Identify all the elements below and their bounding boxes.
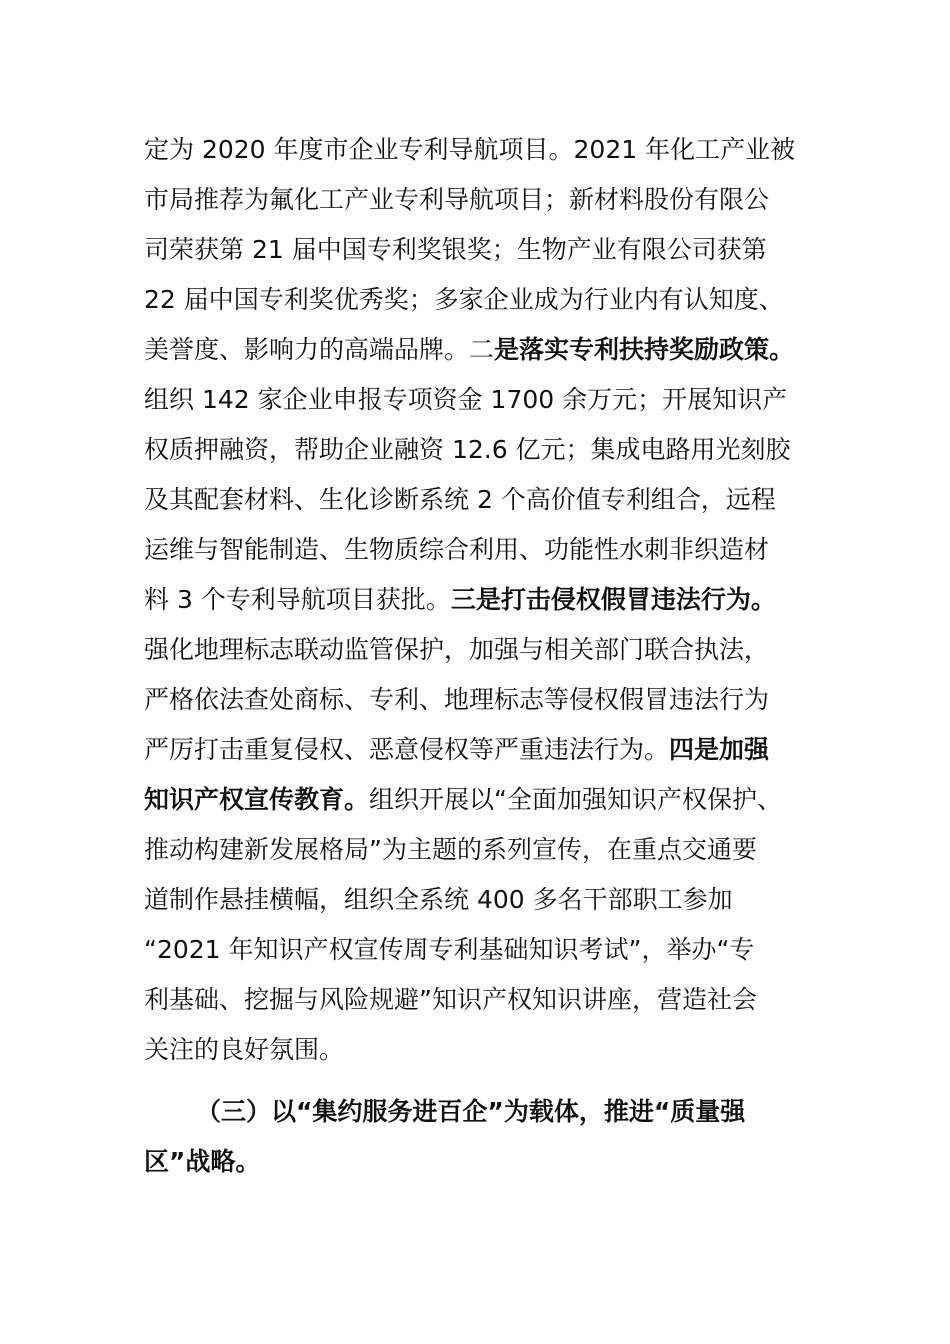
text-run: 组织 142 家企业申报专项资金 1700 余万元；开展知识产 (144, 385, 788, 414)
text-run: 推动构建新发展格局”为主题的系列宣传，在重点交通要 (144, 835, 757, 864)
text-line (144, 578, 814, 622)
text-line (144, 928, 814, 972)
text-line (144, 828, 814, 872)
text-run: 组织开展以“全面加强知识产权保护、 (369, 785, 782, 814)
text-line (144, 178, 814, 222)
bold-text-run: （三）以“集约服务进百企”为载体，推进“质量强 (196, 1097, 746, 1126)
text-line (144, 628, 814, 672)
text-line (144, 678, 814, 722)
bold-text-run: 知识产权宣传教育。 (144, 785, 370, 814)
bold-text-run: 区”战略。 (144, 1147, 261, 1176)
text-line (144, 1028, 814, 1072)
text-run: 严厉打击重复侵权、恶意侵权等严重违法行为。 (144, 735, 670, 764)
bold-text-run: 三是打击侵权假冒违法行为。 (450, 585, 776, 614)
heading-line (144, 1140, 814, 1184)
text-run: 及其配套材料、生化诊断系统 2 个高价值专利组合，远程 (144, 485, 776, 514)
text-line (144, 328, 814, 372)
text-run: 严格依法查处商标、专利、地理标志等侵权假冒违法行为 (144, 685, 770, 714)
bold-text-run: 四是加强 (669, 735, 770, 764)
text-run: 关注的良好氛围。 (144, 1035, 345, 1064)
text-line (144, 528, 814, 572)
text-line (144, 978, 814, 1022)
text-run: 料 3 个专利导航项目获批。 (144, 585, 451, 614)
text-run: “2021 年知识产权宣传周专利基础知识考试”，举办“专 (144, 935, 755, 964)
text-run: 市局推荐为氟化工产业专利导航项目；新材料股份有限公 (144, 185, 770, 214)
text-line (144, 728, 814, 772)
text-run: 司荣获第 21 届中国专利奖银奖；生物产业有限公司获第 (144, 235, 767, 264)
text-run: 强化地理标志联动监管保护，加强与相关部门联合执法， (144, 635, 770, 664)
text-line (144, 128, 814, 172)
text-run: 利基础、挖掘与风险规避”知识产权知识讲座，营造社会 (144, 985, 757, 1014)
text-run: 22 届中国专利奖优秀奖；多家企业成为行业内有认知度、 (144, 285, 784, 314)
text-line (144, 378, 814, 422)
text-line (144, 278, 814, 322)
text-run: 定为 2020 年度市企业专利导航项目。2021 年化工产业被 (144, 135, 796, 164)
text-run: 美誉度、影响力的高端品牌。二 (144, 335, 495, 364)
text-line (144, 778, 814, 822)
bold-text-run: 是落实专利扶持奖励政策。 (494, 335, 795, 364)
text-run: 运维与智能制造、生物质综合利用、功能性水刺非织造材 (144, 535, 770, 564)
text-line (144, 878, 814, 922)
text-run: 权质押融资，帮助企业融资 12.6 亿元；集成电路用光刻胶 (144, 435, 791, 464)
text-line (144, 228, 814, 272)
text-run: 道制作悬挂横幅，组织全系统 400 多名干部职工参加 (144, 885, 733, 914)
heading-line (196, 1090, 866, 1134)
text-line (144, 428, 814, 472)
text-line (144, 478, 814, 522)
